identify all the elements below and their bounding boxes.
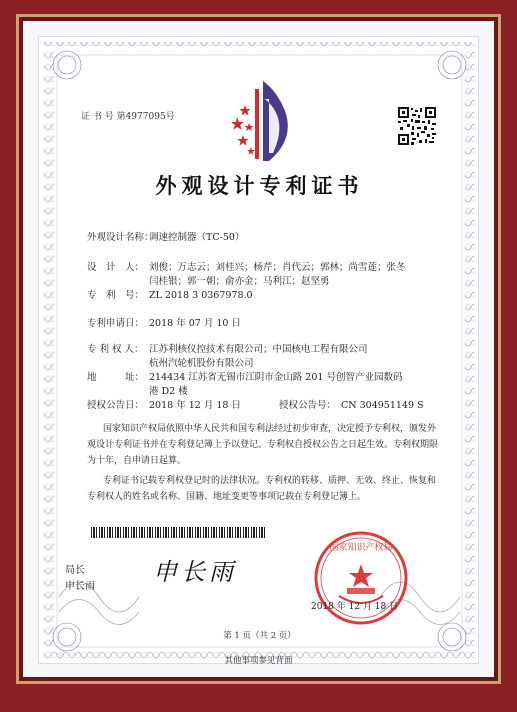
certificate-number: 证 书 号 第4977095号 xyxy=(81,112,175,122)
patentee-line-2: 杭州汽轮机股份有限公司 xyxy=(149,358,254,369)
page-info: 第 1 页（共 2 页） xyxy=(223,631,296,641)
patent-certificate xyxy=(38,36,479,664)
certificate-title: 外观设计专利证书 xyxy=(155,173,364,198)
grant-statement: 国家知识产权局依照中华人民共和国专利法经过初步审查，决定授予专利权，颁发外观设计专利证书并在专利登记簿上予以登记。专利权自授权公告之日起生效。专利权期限为十年，自申请日起算。 xyxy=(87,424,439,466)
patentee-line-1: 江苏利核仪控技术有限公司；中国核电工程有限公司 xyxy=(149,344,368,355)
design-name-label: 外观设计名称： xyxy=(87,232,154,243)
address-label: 地 址： xyxy=(87,372,145,383)
grant-number: CN 304951149 S xyxy=(341,400,424,411)
qr-code-icon xyxy=(398,107,436,145)
grant-date-label: 授权公告日： xyxy=(87,400,145,411)
barcode xyxy=(91,527,266,538)
address-line-1: 214434 江苏省无锡市江阴市金山路 201 号创智产业园数码 xyxy=(149,372,403,383)
seal-date: 2018 年 12 月 18 日 xyxy=(311,602,399,612)
designers-line-2: 闫桂银；郭一朝；俞亦金；马利江；赵坚勇 xyxy=(149,276,330,287)
footer-note: 其他事项参见背面 xyxy=(224,656,293,666)
director-name: 申长雨 xyxy=(65,581,95,592)
grant-number-label: 授权公告号： xyxy=(279,400,337,411)
address-line-2: 港 D2 楼 xyxy=(149,386,188,397)
director-title: 局长 xyxy=(65,565,85,576)
designer-label: 设 计 人： xyxy=(87,262,145,273)
seal-text: 国家知识产权局 xyxy=(329,543,393,553)
designers-line-1: 刘俊；万志云；刘桂兴；杨芹；肖代云；郭林；尚雪莲；张冬 xyxy=(149,262,406,273)
cnipa-logo-icon xyxy=(229,79,299,164)
filing-date-label: 专利申请日： xyxy=(87,318,145,329)
legal-status-note: 专利证书记载专利权登记时的法律状况。专利权的转移、质押、无效、终止、恢复和专利权人的姓名或名称、国籍、地址变更等事项记载在专利登记簿上。 xyxy=(87,476,437,502)
design-name: 调速控制器（TC-50） xyxy=(149,232,245,243)
patent-number: ZL 2018 3 0367978.0 xyxy=(149,290,253,301)
patent-number-label: 专 利 号： xyxy=(87,290,145,301)
director-signature: 申长雨 xyxy=(153,558,237,586)
grant-date: 2018 年 12 月 18 日 xyxy=(149,400,241,411)
patentee-label: 专 利 权 人： xyxy=(87,344,144,355)
filing-date: 2018 年 07 月 10 日 xyxy=(149,318,241,329)
